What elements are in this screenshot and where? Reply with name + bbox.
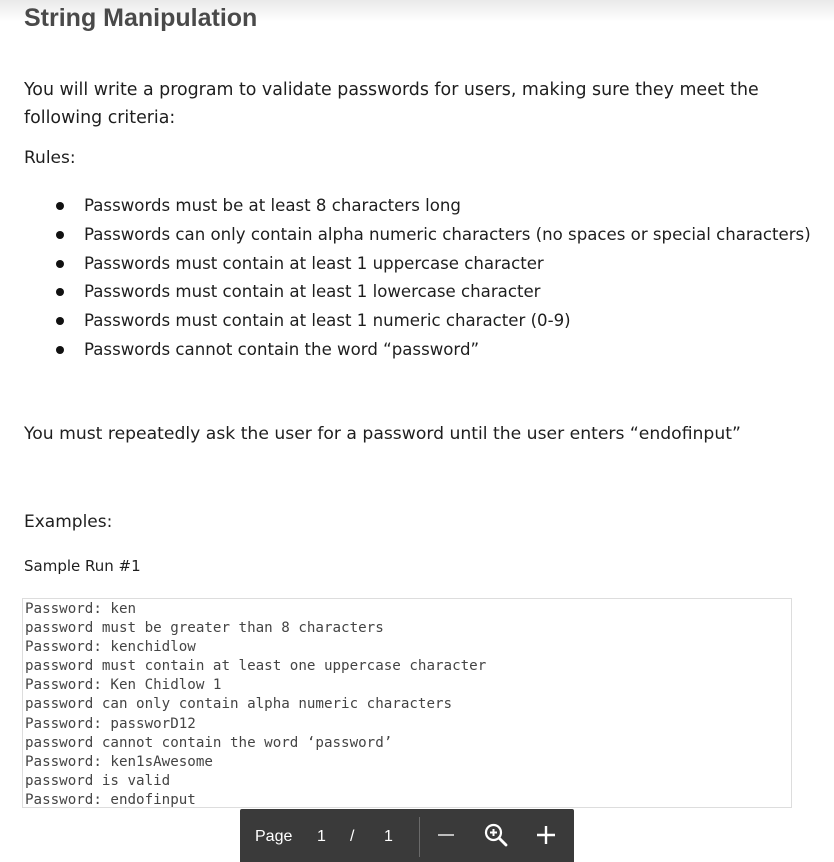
zoom-fit-button[interactable]	[482, 821, 510, 849]
bullet-icon	[56, 317, 64, 325]
rule-item	[50, 307, 811, 336]
document-title: String Manipulation	[24, 4, 258, 32]
repeat-instruction: You must repeatedly ask the user for a password until the user enters “endofinput”	[24, 424, 741, 444]
sample-run-label: Sample Run #1	[24, 557, 141, 575]
rule-item	[50, 278, 811, 307]
sample-run-output	[22, 598, 792, 808]
rule-text: Passwords must contain at least 1 lowercase character	[84, 282, 541, 302]
zoom-out-button[interactable]	[432, 821, 460, 849]
rule-text: Passwords can only contain alpha numeric characters (no spaces or special characters)	[84, 224, 811, 244]
rule-text: Passwords must contain at least 1 uppercase character	[84, 253, 544, 273]
rules-list	[50, 192, 811, 365]
rules-label: Rules:	[24, 148, 76, 168]
rule-item	[50, 250, 811, 279]
toolbar-divider	[419, 817, 420, 857]
zoom-in-icon	[483, 822, 509, 848]
bullet-icon	[56, 346, 64, 354]
code-line: password must contain at least one uppercase character	[25, 658, 487, 675]
examples-label: Examples:	[24, 512, 113, 532]
rule-item	[50, 221, 811, 250]
rule-text: Passwords must contain at least 1 numeric character (0-9)	[84, 311, 571, 331]
bullet-icon	[56, 260, 64, 268]
code-line: Password: Ken Chidlow 1	[25, 677, 222, 694]
rule-item	[50, 336, 811, 365]
total-pages: 1	[384, 828, 393, 845]
code-line: Password: passworD12	[25, 715, 196, 732]
page-navigation-toolbar	[240, 809, 574, 862]
intro-paragraph: You will write a program to validate passwords for users, making sure they meet the following criteria:	[24, 80, 759, 128]
code-line: password must be greater than 8 characters	[25, 620, 384, 637]
code-line: password cannot contain the word ‘password’	[25, 734, 393, 751]
bullet-icon	[56, 202, 64, 210]
rule-text: Passwords cannot contain the word “password”	[84, 339, 480, 359]
current-page-number[interactable]: 1	[317, 828, 326, 845]
code-line: Password: endofinput	[25, 791, 196, 808]
minus-icon	[435, 824, 457, 846]
bullet-icon	[56, 288, 64, 296]
code-line: Password: ken1sAwesome	[25, 753, 213, 770]
rule-text: Passwords must be at least 8 characters long	[84, 196, 461, 215]
code-line: password can only contain alpha numeric characters	[25, 696, 453, 713]
bullet-icon	[56, 231, 64, 239]
page-separator: /	[350, 828, 355, 845]
page-label: Page	[255, 828, 293, 845]
rule-item	[50, 192, 811, 221]
code-line: password is valid	[25, 772, 171, 789]
plus-icon	[534, 823, 558, 847]
code-line: Password: ken	[25, 601, 137, 617]
code-line: Password: kenchidlow	[25, 639, 196, 656]
zoom-in-button[interactable]	[532, 821, 560, 849]
